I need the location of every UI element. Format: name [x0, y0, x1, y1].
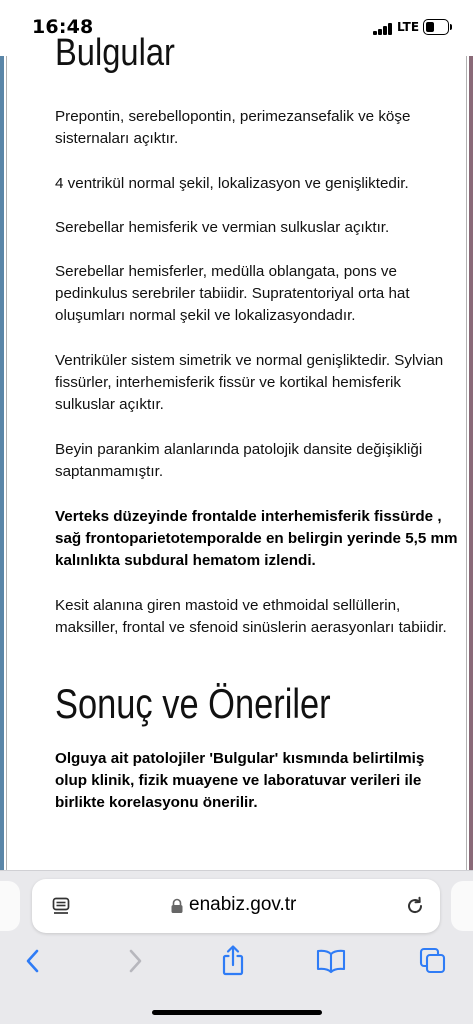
- forward-button[interactable]: [120, 945, 150, 977]
- share-icon: [220, 945, 246, 977]
- reload-icon[interactable]: [404, 895, 426, 917]
- finding-paragraph: Beyin parankim alanlarında patolojik dansite değişikliği saptanmamıştır.: [55, 441, 423, 480]
- tabs-button[interactable]: [418, 945, 448, 977]
- web-content[interactable]: [0, 32, 473, 870]
- finding-paragraph: Serebellar hemisferler, medülla oblangata, pons ve pedinkulus serebriler tabiidir. Supratentoriyal orta hat oluşumları normal şekil ve lokalizasyondadır.: [55, 263, 410, 324]
- finding-paragraph: 4 ventrikül normal şekil, lokalizasyon ve genişliktedir.: [55, 175, 409, 192]
- finding-paragraph: Ventriküler sistem simetrik ve normal genişliktedir. Sylvian fissürler, interhemisferik fissür ve kortikal hemisferik sulkuslar açıktır.: [55, 352, 444, 413]
- page-edge-right: [469, 56, 473, 870]
- browser-toolbar: [0, 941, 473, 987]
- cellular-signal-icon: [373, 23, 393, 35]
- next-tab-peek[interactable]: [451, 881, 473, 931]
- section-heading-findings: Bulgular: [55, 32, 175, 74]
- page-edge-right-line: [466, 56, 467, 870]
- share-button[interactable]: [218, 945, 248, 977]
- home-indicator: [152, 1010, 322, 1015]
- lock-icon: [170, 898, 184, 914]
- page-edge-left: [0, 56, 4, 870]
- reader-mode-icon[interactable]: [52, 897, 70, 915]
- previous-tab-peek[interactable]: [0, 881, 20, 931]
- finding-paragraph-highlight: Verteks düzeyinde frontalde interhemisferik fissürde , sağ frontoparietotemporalde en belirgin yerinde 5,5 mm kalınlıkta subdural hematom izlendi.: [55, 508, 458, 569]
- finding-paragraph: Kesit alanına giren mastoid ve ethmoidal sellüllerin, maksiller, frontal ve sfenoid sinüslerin aerasyonları tabiidir.: [55, 597, 447, 636]
- status-time: 16:48: [32, 16, 94, 38]
- address-url[interactable]: enabiz.gov.tr: [189, 894, 297, 915]
- browser-bottom-bar: [0, 870, 473, 1024]
- page-edge-left-line: [6, 56, 7, 870]
- battery-icon: [423, 19, 453, 35]
- conclusion-paragraph: Olguya ait patolojiler 'Bulgular' kısmında belirtilmiş olup klinik, fizik muayene ve laboratuvar verileri ile birlikte korelasyonu önerilir.: [55, 750, 425, 811]
- back-button[interactable]: [18, 945, 48, 977]
- bookmarks-button[interactable]: [316, 945, 346, 977]
- forward-chevron-icon: [126, 948, 144, 974]
- bookmarks-icon: [315, 948, 347, 974]
- back-chevron-icon: [24, 948, 42, 974]
- finding-paragraph: Serebellar hemisferik ve vermian sulkuslar açıktır.: [55, 219, 390, 236]
- finding-paragraph: Prepontin, serebellopontin, perimezansefalik ve köşe sisternaları açıktır.: [55, 108, 411, 147]
- address-bar[interactable]: [32, 879, 440, 933]
- section-heading-conclusion: Sonuç ve Öneriler: [55, 680, 331, 727]
- network-type: LTE: [397, 20, 420, 34]
- tabs-icon: [418, 946, 448, 976]
